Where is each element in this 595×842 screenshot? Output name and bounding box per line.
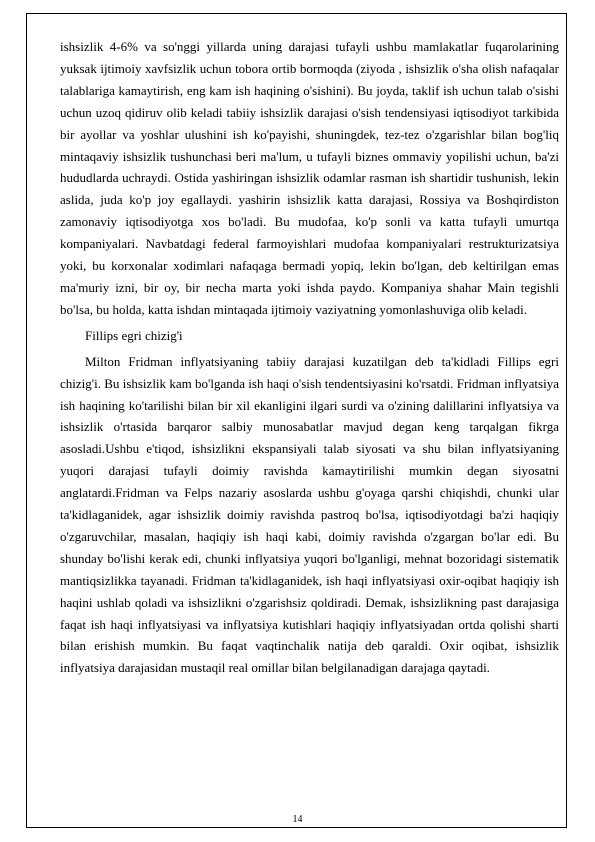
section-heading-phillips-curve: Fillips egri chizig'i bbox=[85, 327, 183, 343]
paragraph-unemployment-types: ishsizlik 4-6% va so'nggi yillarda uning darajasi tufayli ushbu mamlakatlar fuqarolarining yuksak ijtimoiy xavfsizlik uchun tobora ortib bormoqda (ziyoda , ishsizlik o'sha olish nafaqalar talablariga kamaytirish, eng kam ish haqining o'sishini). Bu joyda, taklif ish uchun talab o'sishi uchun uzoq qidiruv olib keladi tabiiy ishsizlik darajasi o'sish tendensiyasi iqtisodiyot tarkibida bir ayollar va yoshlar ulushini ish ko'payishi, shuningdek, tez-tez o'zgarishlar bilan bog'liq mintaqaviy ishsizlik tushunchasi beri ma'lum, u tufayli biznes ommaviy yopilishi uchun, ba'zi hududlarda uchraydi. Ostida yashiringan ishsizlik odamlar rasman ish shartidir tushunish, lekin aslida, juda ko'p joy egallaydi. yashirin ishsizlik katta darajasi, Rossiya va Boshqirdiston zamonaviy iqtisodiyotga xos bo'ladi. Bu mudofaa, ko'p sonli va katta tufayli umurtqa kompaniyalari. Navbatdagi federal farmoyishlari mudofaa kompaniyalari restrukturizatsiya yoki, bu korxonalar xodimlari nafaqaga bermadi yopiq, lekin bo'lgan, deb keltirilgan emas ma'muriy izni, bir oy, bir necha marta yoki ishda paydo. Kompaniya shahar Main tegishli bo'lsa, bu holda, katta ishdan mintaqada ijtimoiy vaziyatning yomonlashuviga olib keladi. bbox=[60, 39, 559, 317]
page-number: 14 bbox=[292, 814, 303, 825]
document-body bbox=[60, 36, 559, 679]
paragraph-friedman: Milton Fridman inflyatsiyaning tabiiy darajasi kuzatilgan deb ta'kidladi Fillips egri chizig'i. Bu ishsizlik kam bo'lganda ish haqi o'sish tendentsiyasini ko'rsatdi. Fridman inflyatsiya ish haqining ko'tarilishi bilan bir xil ekanligini ilgari surdi va o'zining dalillarini inflyatsiya va ishsizlik o'rtasida barqaror salbiy munosabatlar mavjud degan keng tarqalgan fikrga asosladi.Ushbu e'tiqod, ishsizlikni ekspansiyali talab siyosati va shu bilan inflyatsiyaning yuqori darajasi tufayli doimiy ravishda kamaytirilishi mumkin degan siyosatni anglatardi.Fridman va Felps nazariy asoslarda ushbu g'oyaga qarshi chiqishdi, chunki ular ta'kidlaganidek, agar ishsizlik doimiy ravishda pastroq bo'lsa, iqtisodiyotdagi ba'zi haqiqiy o'zgaruvchilar, masalan, haqiqiy ish haqi kabi, doimiy ravishda o'zgargan bo'lar edi. Bu shunday bo'lishi kerak edi, chunki inflyatsiya yuqori bo'lganligi, mehnat bozoridagi sistematik mantiqsizlikka tayanadi. Fridman ta'kidlaganidek, ish haqi inflyatsiyasi oxir-oqibat haqiqiy ish haqini ushlab qoladi va ishsizlikni o'zgarishsiz qoldiradi. Demak, ishsizlikning past darajasiga faqat ish haqi inflyatsiyasi va inflyatsiya kutishlari haqiqiy inflyatsiyadan ortda qolishi sharti bilan erishish mumkin. Bu faqat vaqtinchalik natija deb qaraldi. Oxir oqibat, ishsizlik inflyatsiya darajasidan mustaqil real omillar bilan belgilanadigan darajaga qaytadi. bbox=[60, 353, 559, 676]
